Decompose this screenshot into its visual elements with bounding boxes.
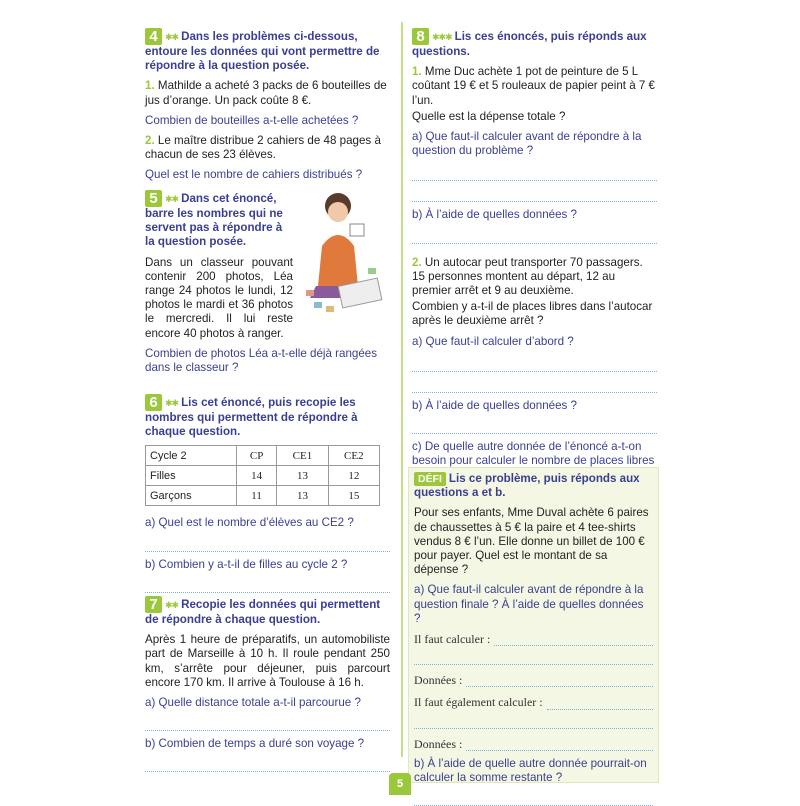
- exercise-7: [145, 596, 390, 778]
- question-a: a) Que faut-il calculer avant de répondre à la question finale ? À l’aide de quelles données ?: [414, 583, 644, 625]
- fill-line[interactable]: [414, 737, 653, 751]
- answer-line[interactable]: [145, 716, 390, 731]
- table-cell: Filles: [146, 466, 237, 486]
- answer-line[interactable]: [412, 378, 657, 393]
- exercise-title: Dans les problèmes ci-dessous, entoure les données qui vont permettre de répondre à la question posée.: [145, 30, 380, 73]
- answer-line[interactable]: [145, 578, 390, 593]
- question-b: b) À l’aide de quelle autre donnée pourrait-on calculer la somme restante ?: [414, 756, 647, 785]
- page-number: 5: [389, 773, 411, 795]
- exercise-title: Dans cet énoncé, barre les nombres qui ne servent pas à répondre à la question posée.: [145, 192, 283, 249]
- fill-line[interactable]: [414, 673, 653, 687]
- question-b: b) À l’aide de quelles données ?: [412, 398, 578, 412]
- table-header-cell: CE1: [277, 446, 328, 466]
- fill-label: Il faut calculer :: [414, 632, 491, 647]
- girl-with-photos-illustration: [300, 186, 390, 326]
- table-header-cell: Cycle 2: [146, 446, 237, 466]
- table-cell: 12: [328, 466, 379, 486]
- table-cell: 15: [328, 486, 379, 506]
- difficulty-stars: ✱✱: [165, 600, 179, 610]
- defi-tag: DÉFI: [414, 472, 446, 486]
- exercise-8: [412, 28, 657, 510]
- item-number: 1.: [412, 65, 422, 79]
- item-number: 2.: [412, 255, 422, 269]
- question-c: c) De quelle autre donnée de l’énoncé a-t-on besoin pour calculer le nombre de places libres: [412, 440, 655, 468]
- table-row: [146, 486, 380, 506]
- exercise-number: 7: [145, 596, 162, 613]
- exercise-title: Lis ces énoncés, puis réponds aux questions.: [412, 30, 647, 58]
- exercise-number: 4: [145, 28, 162, 45]
- question-b: b) Combien y a-t-il de filles au cycle 2 ?: [145, 557, 348, 571]
- problem-text: Le maître distribue 2 cahiers de 48 pages à chacun de ses 23 élèves.: [145, 134, 381, 162]
- question-b: b) Combien de temps a duré son voyage ?: [145, 737, 365, 751]
- question-b: b) À l’aide de quelles données ?: [412, 208, 578, 222]
- table-header-cell: CP: [236, 446, 276, 466]
- table-cell: 14: [236, 466, 276, 486]
- problem-question: Quelle est la dépense totale ?: [412, 109, 566, 123]
- answer-line[interactable]: [412, 229, 657, 244]
- answer-line[interactable]: [412, 166, 657, 181]
- column-divider: [401, 22, 403, 757]
- fill-line[interactable]: [414, 695, 653, 709]
- question-a: a) Que faut-il calculer d’abord ?: [412, 334, 574, 348]
- fill-label: Données :: [414, 736, 463, 751]
- problem-question: Combien de photos Léa a-t-elle déjà rangées dans le classeur ?: [145, 346, 378, 375]
- table-cell: 13: [277, 466, 328, 486]
- answer-line[interactable]: [414, 791, 653, 806]
- table-cell: Garçons: [146, 486, 237, 506]
- problem-text: Dans un classeur pouvant contenir 200 photos, Léa range 24 photos le lundi, 12 photos le mardi et 36 photos le mercredi. Il lui reste encore 40 photos à ranger.: [145, 255, 293, 340]
- difficulty-stars: ✱✱✱: [432, 32, 452, 42]
- fill-label: Données :: [414, 673, 463, 688]
- defi-title: Lis ce problème, puis réponds aux questions a et b.: [414, 472, 640, 500]
- answer-line[interactable]: [414, 650, 653, 665]
- difficulty-stars: ✱✱: [165, 398, 179, 408]
- data-table: [145, 445, 380, 506]
- exercise-number: 8: [412, 28, 429, 45]
- answer-line[interactable]: [145, 757, 390, 772]
- table-cell: 11: [236, 486, 276, 506]
- problem-question: Quel est le nombre de cahiers distribués ?: [145, 168, 363, 182]
- difficulty-stars: ✱✱: [165, 32, 179, 42]
- defi-box: [408, 467, 659, 783]
- exercise-title: Lis cet énoncé, puis recopie les nombres qui permettent de répondre à chaque question.: [145, 396, 358, 439]
- fill-line[interactable]: [414, 632, 653, 646]
- problem-question: Combien y a-t-il de places libres dans l’autocar après le deuxième arrêt ?: [412, 300, 653, 328]
- exercise-number: 5: [145, 190, 162, 207]
- problem-text: Après 1 heure de préparatifs, un automobiliste part de Marseille à 10 h. Il roule pendant 250 km, s’arrête pour déjeuner, puis parcourt encore 170 km. Il arrive à Toulouse à 16 h.: [145, 633, 390, 689]
- question-a: a) Quelle distance totale a-t-il parcourue ?: [145, 696, 361, 710]
- answer-line[interactable]: [412, 357, 657, 372]
- table-header-cell: CE2: [328, 446, 379, 466]
- difficulty-stars: ✱✱: [165, 194, 179, 204]
- answer-line[interactable]: [145, 537, 390, 552]
- table-cell: 13: [277, 486, 328, 506]
- problem-text: Mme Duc achète 1 pot de peinture de 5 L coûtant 19 € et 5 rouleaux de papier peint à 7 € l’un.: [412, 65, 656, 107]
- answer-line[interactable]: [414, 714, 653, 729]
- question-a: a) Que faut-il calculer avant de répondre à la question du problème ?: [412, 130, 642, 158]
- question-a: a) Quel est le nombre d’élèves au CE2 ?: [145, 516, 354, 530]
- fill-label: Il faut également calculer :: [414, 695, 543, 710]
- problem-text: Mathilde a acheté 3 packs de 6 bouteilles de jus d’orange. Un pack coûte 8 €.: [145, 79, 387, 107]
- answer-line[interactable]: [412, 187, 657, 202]
- exercise-5: [145, 190, 390, 381]
- answer-line[interactable]: [412, 419, 657, 434]
- problem-text: Un autocar peut transporter 70 passagers. 15 personnes montent au départ, 12 au premier arrêt et 9 au deuxième.: [412, 255, 643, 298]
- exercise-4: [145, 28, 390, 189]
- exercise-title: Recopie les données qui permettent de répondre à chaque question.: [145, 598, 381, 626]
- exercise-number: 6: [145, 394, 162, 411]
- item-number: 2.: [145, 134, 155, 148]
- problem-question: Combien de bouteilles a-t-elle achetées ?: [145, 113, 359, 127]
- problem-text: Pour ses enfants, Mme Duval achète 6 paires de chaussettes à 5 € la paire et 4 tee-shirts vendus 8 € l’un. Elle donne un billet de 100 € pour payer. Quel est le montant de sa dépense ?: [414, 506, 649, 577]
- table-row: [146, 466, 380, 486]
- table-header-row: [146, 446, 380, 466]
- item-number: 1.: [145, 79, 155, 93]
- exercise-6: [145, 394, 390, 599]
